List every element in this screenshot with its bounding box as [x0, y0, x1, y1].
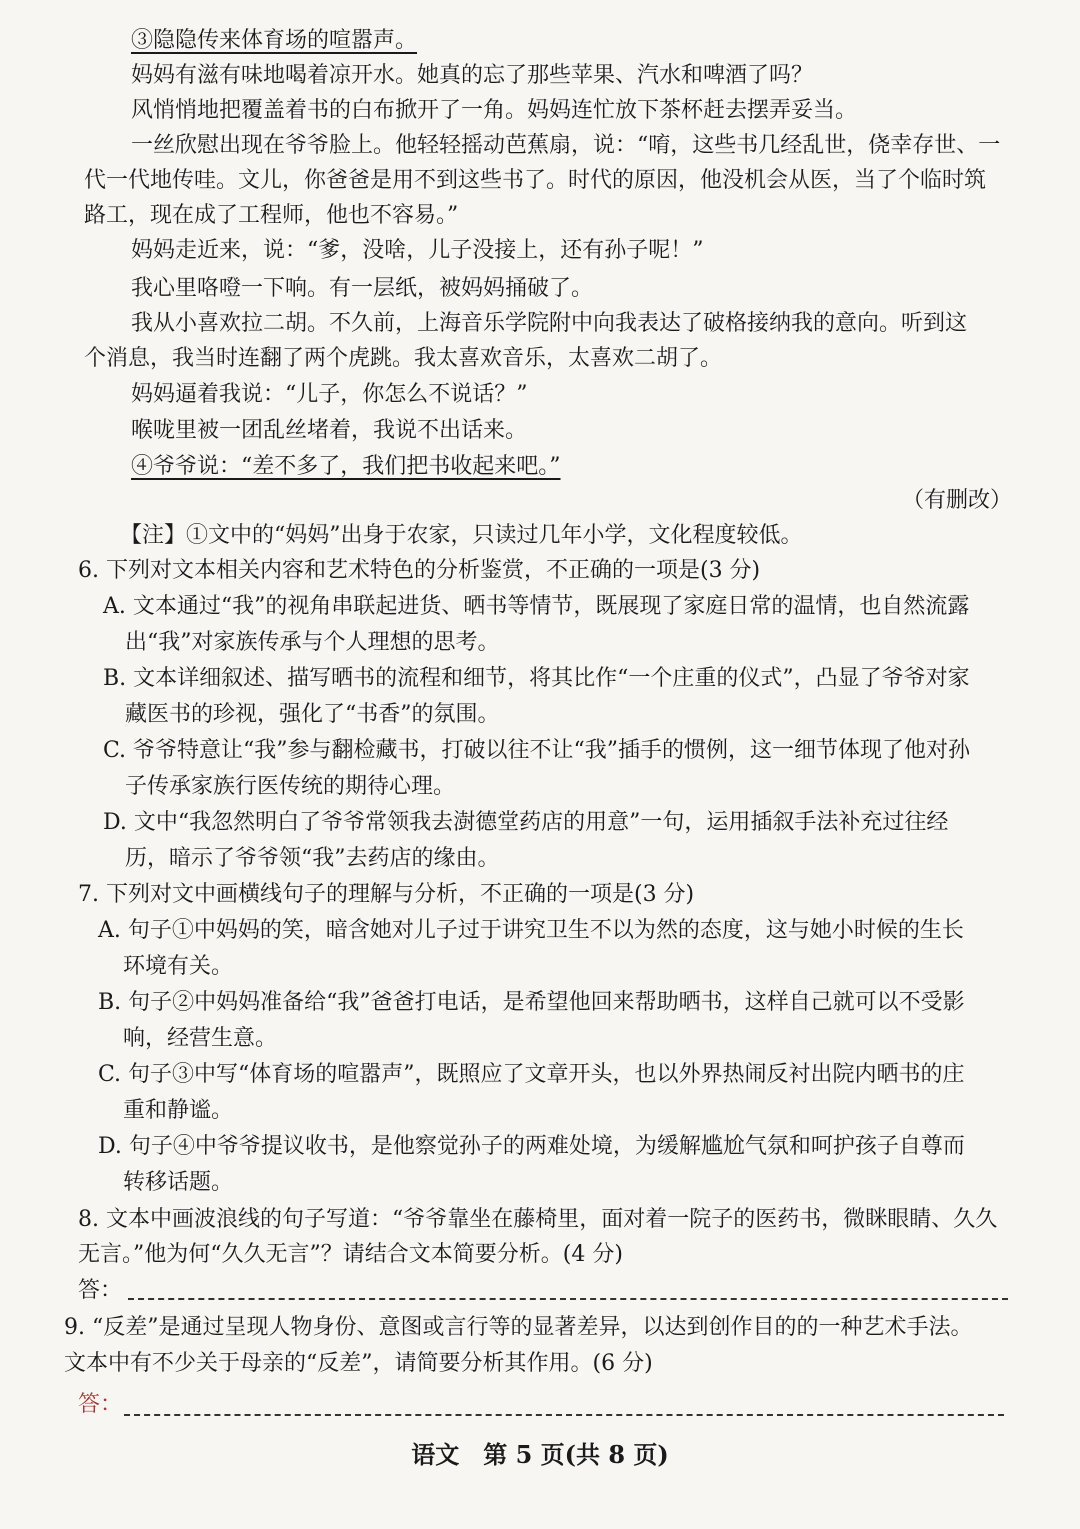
q7-option-d-cont: 转移话题。 — [123, 1170, 234, 1195]
q7-option-a-cont: 环境有关。 — [123, 954, 234, 979]
q6-option-c: C. 爷爷特意让“我”参与翻检藏书，打破以往不让“我”插手的惯例，这一细节体现了他对孙 — [103, 738, 971, 763]
question-6-stem: 6. 下列对文本相关内容和艺术特色的分析鉴赏，不正确的一项是(3 分) — [78, 558, 761, 583]
page-footer: 语文 第 5 页(共 8 页) — [411, 1440, 669, 1469]
q6-option-b: B. 文本详细叙述、描写晒书的流程和细节，将其比作“一个庄重的仪式”，凸显了爷爷对家 — [103, 666, 970, 691]
q9-answer-label: 答： — [78, 1392, 123, 1417]
q7-option-a: A. 句子①中妈妈的笑，暗含她对儿子过于讲究卫生不以为然的态度，这与她小时候的生长 — [98, 918, 964, 943]
passage-paragraph: 我从小喜欢拉二胡。不久前，上海音乐学院附中向我表达了破格接纳我的意向。听到这 — [131, 311, 968, 336]
q9-answer-line[interactable] — [124, 1414, 1004, 1416]
passage-paragraph: 风悄悄地把覆盖着书的白布掀开了一角。妈妈连忙放下茶杯赶去摆弄妥当。 — [131, 98, 858, 123]
passage-paragraph: 我心里咯噔一下响。有一层纸，被妈妈捅破了。 — [131, 276, 594, 301]
question-7-stem: 7. 下列对文中画横线句子的理解与分析，不正确的一项是(3 分) — [78, 882, 695, 907]
q7-option-b-cont: 响，经营生意。 — [123, 1026, 278, 1051]
question-9-stem: 9. “反差”是通过呈现人物身份、意图或言行等的显著差异，以达到创作目的的一种艺术手法。 — [64, 1315, 973, 1340]
annotation-note: 【注】①文中的“妈妈”出身于农家，只读过几年小学，文化程度较低。 — [120, 523, 803, 548]
q6-option-a: A. 文本通过“我”的视角串联起进货、晒书等情节，既展现了家庭日常的温情，也自然流露 — [103, 594, 970, 619]
q6-option-a-cont: 出“我”对家族传承与个人理想的思考。 — [125, 630, 500, 655]
passage-paragraph: 妈妈逼着我说：“儿子，你怎么不说话？” — [131, 382, 528, 407]
underlined-sentence-4: ④爷爷说：“差不多了，我们把书收起来吧。” — [131, 454, 561, 479]
underlined-sentence-3: ③隐隐传来体育场的喧嚣声。 — [131, 28, 418, 53]
passage-paragraph: 喉咙里被一团乱丝堵着，我说不出话来。 — [131, 418, 528, 443]
question-8-stem-cont: 无言。”他为何“久久无言”？请结合文本简要分析。(4 分) — [78, 1242, 623, 1267]
source-note: （有删改） — [901, 488, 1012, 513]
passage-paragraph: 妈妈有滋有味地喝着凉开水。她真的忘了那些苹果、汽水和啤酒了吗？ — [131, 63, 814, 88]
passage-paragraph: 路工，现在成了工程师，他也不容易。” — [84, 203, 459, 228]
passage-paragraph: 一丝欣慰出现在爷爷脸上。他轻轻摇动芭蕉扇，说：“唷，这些书几经乱世，侥幸存世、一 — [131, 133, 1001, 158]
q6-option-d-cont: 历，暗示了爷爷领“我”去药店的缘由。 — [125, 846, 500, 871]
q8-answer-label: 答： — [78, 1278, 123, 1303]
passage-paragraph: 妈妈走近来，说：“爹，没啥，儿子没接上，还有孙子呢！” — [131, 238, 704, 263]
q6-option-b-cont: 藏医书的珍视，强化了“书香”的氛围。 — [125, 702, 500, 727]
passage-paragraph: 个消息，我当时连翻了两个虎跳。我太喜欢音乐，太喜欢二胡了。 — [84, 346, 723, 371]
passage-paragraph: 代一代地传哇。文儿，你爸爸是用不到这些书了。时代的原因，他没机会从医，当了个临时筑 — [84, 168, 987, 193]
q7-option-d: D. 句子④中爷爷提议收书，是他察觉孙子的两难处境，为缓解尴尬气氛和呵护孩子自尊而 — [98, 1134, 965, 1159]
q7-option-b: B. 句子②中妈妈准备给“我”爸爸打电话，是希望他回来帮助晒书，这样自己就可以不受影 — [98, 990, 965, 1015]
q8-answer-line[interactable] — [128, 1298, 1008, 1300]
q7-option-c-cont: 重和静谧。 — [123, 1098, 234, 1123]
q6-option-c-cont: 子传承家族行医传统的期待心理。 — [125, 774, 456, 799]
q7-option-c: C. 句子③中写“体育场的喧嚣声”，既照应了文章开头，也以外界热闹反衬出院内晒书的庄 — [98, 1062, 965, 1087]
q6-option-d: D. 文中“我忽然明白了爷爷常领我去澍德堂药店的用意”一句，运用插叙手法补充过往经 — [103, 810, 949, 835]
question-9-stem-cont: 文本中有不少关于母亲的“反差”，请简要分析其作用。(6 分) — [64, 1351, 653, 1376]
question-8-stem: 8. 文本中画波浪线的句子写道：“爷爷靠坐在藤椅里，面对着一院子的医药书，微眯眼睛、久久 — [78, 1207, 998, 1232]
